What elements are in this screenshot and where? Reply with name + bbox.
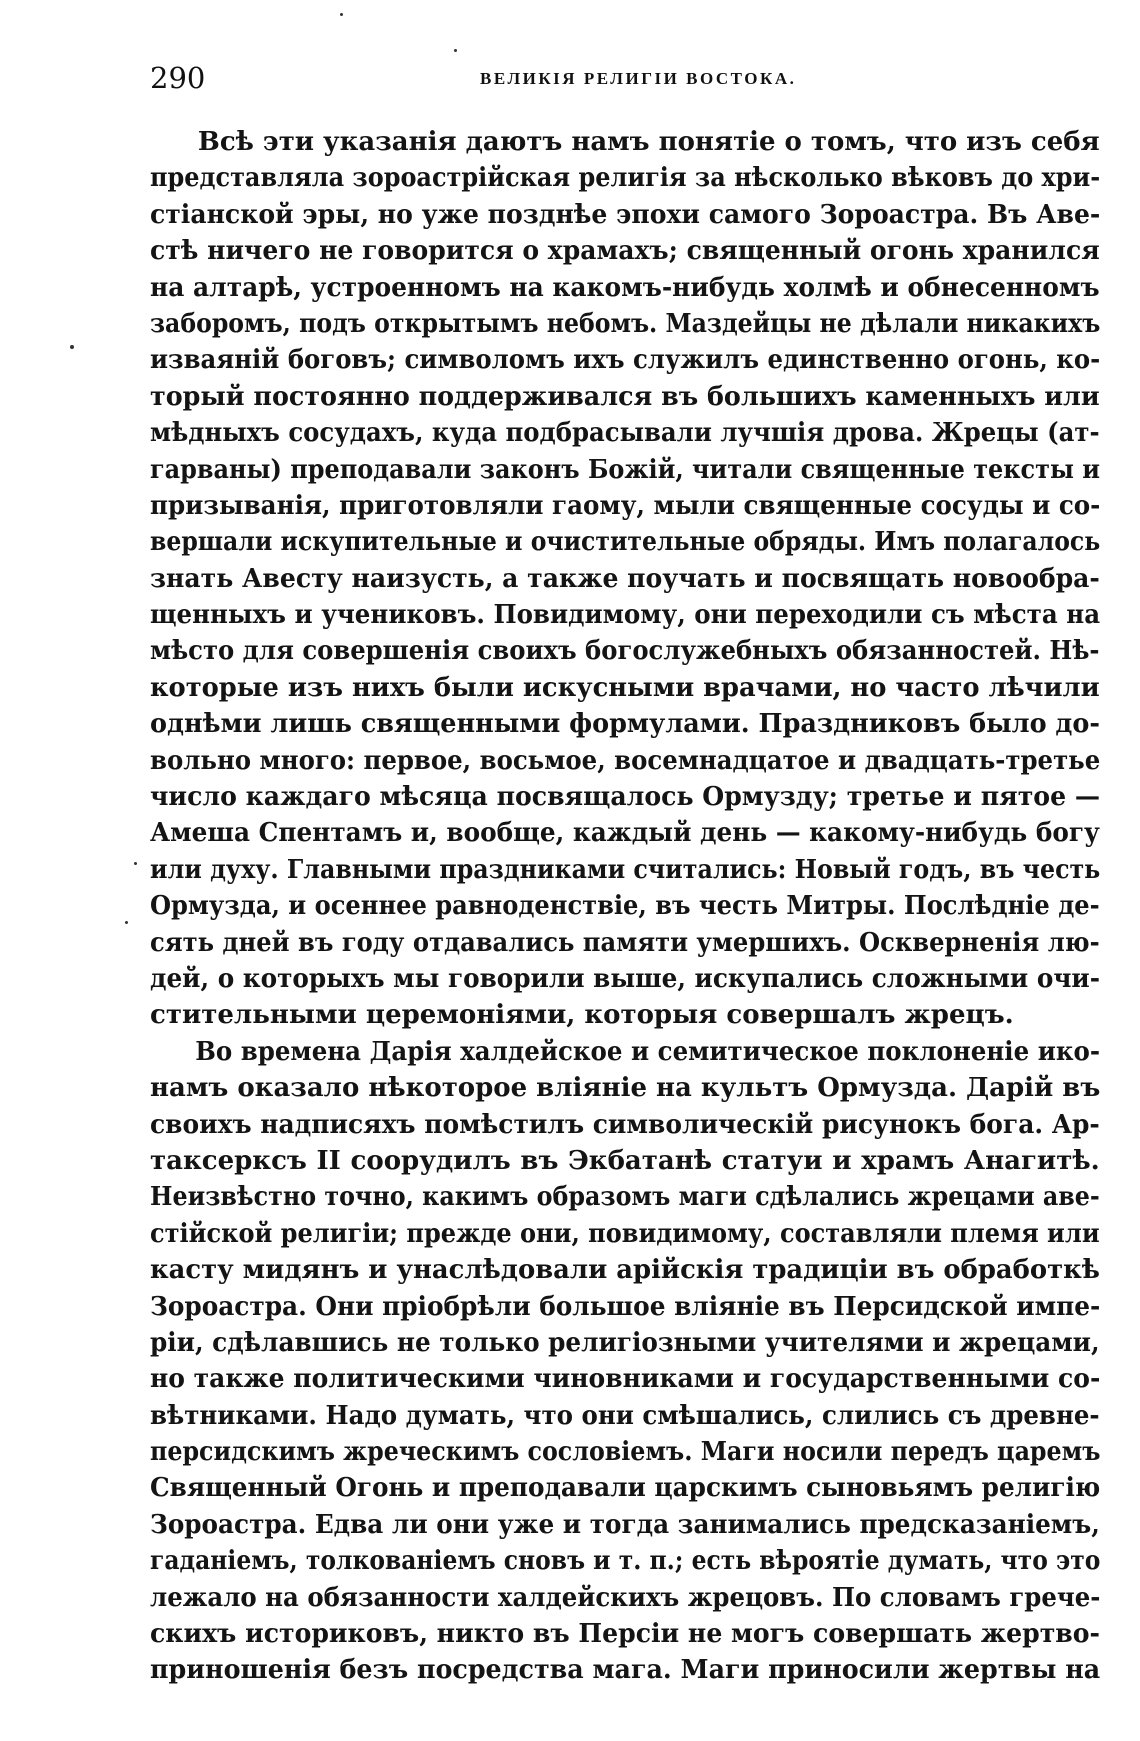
text-line: щенныхъ и учениковъ. Повидимому, они переходили съ мѣста на [150,600,1101,631]
text-line: стійской религіи; прежде они, повидимому, составляли племя или [150,1218,1100,1249]
margin-speck [70,345,74,349]
text-line: однѣми лишь священными формулами. Праздниковъ было до- [150,709,1100,740]
page-number: 290 [150,61,206,95]
text-line: намъ оказало нѣкоторое вліяніе на культъ Ормузда. Дарій въ [150,1073,1101,1104]
text-line: которые изъ нихъ были искусными врачами, но часто лѣчили [150,672,1100,703]
text-line: знать Авесту наизусть, а также поучать и посвящать новообра- [150,563,1100,594]
text-line: мѣдныхъ сосудахъ, куда подбрасывали лучшія дрова. Жрецы (ат- [150,418,1100,449]
text-line: своихъ надписяхъ помѣстилъ символическій рисунокъ бога. Ар- [150,1109,1100,1140]
text-line: заборомъ, подъ открытымъ небомъ. Маздейцы не дѣлали никакихъ [150,308,1101,339]
text-line: касту мидянъ и унаслѣдовали арійскія традиціи въ обработкѣ [150,1255,1100,1286]
body-text [150,124,1100,1684]
text-line: дей, о которыхъ мы говорили выше, искупались сложными очи- [150,963,1100,994]
paragraph-1-line: Всѣ эти указанія даютъ намъ понятіе о томъ, что изъ себя [197,127,1100,157]
text-line: стительными церемоніями, которыя совершалъ жрецъ. [150,1000,1014,1031]
text-line: вѣтниками. Надо думать, что они смѣшались, слились съ древне- [150,1400,1100,1431]
text-line: число каждаго мѣсяца посвящалось Ормузду; третье и пятое — [150,782,1100,813]
text-line: стѣ ничего не говорится о храмахъ; священный огонь хранился [150,236,1100,267]
text-line: Амеша Спентамъ и, вообще, каждый день — какому-нибудь богу [150,818,1100,849]
text-line: сять дней въ году отдавались памяти умершихъ. Оскверненія лю- [150,927,1100,958]
margin-speck [340,13,343,16]
text-line: Неизвѣстно точно, какимъ образомъ маги сдѣлались жрецами аве- [150,1182,1100,1213]
text-line: мѣсто для совершенія своихъ богослужебныхъ обязанностей. Нѣ- [150,636,1100,667]
text-line: скихъ историковъ, никто въ Персіи не могъ совершать жертво- [150,1619,1100,1650]
running-head [150,58,1110,98]
text-line: вольно много: первое, восьмое, восемнадцатое и двадцать-третье [150,745,1101,776]
text-line: на алтарѣ, устроенномъ на какомъ-нибудь холмѣ и обнесенномъ [150,272,1100,303]
text-line: гарваны) преподавали законъ Божій, читали священные тексты и [150,454,1101,485]
text-line: или духу. Главными праздниками считались: Новый годъ, въ честь [150,854,1101,885]
text-line: призыванія, приготовляли гаому, мыли священные сосуды и со- [150,490,1101,521]
margin-speck [125,921,128,924]
text-line: Зороастра. Они пріобрѣли большое вліяніе въ Персидской импе- [150,1291,1101,1322]
text-line: таксерксъ II соорудилъ въ Экбатанѣ статуи и храмъ Анагитѣ. [150,1145,1100,1176]
text-line: Зороастра. Едва ли они уже и тогда занимались предсказаніемъ, [150,1509,1100,1540]
margin-speck [454,49,457,52]
text-line: лежало на обязанности халдейскихъ жрецовъ. По словамъ грече- [150,1582,1101,1613]
text-line: представляла зороастрійская религія за нѣсколько вѣковъ до хри- [150,163,1101,194]
paragraph-2-line: Во времена Дарія халдейское и семитическое поклоненіе ико- [195,1036,1101,1067]
text-line: стіанской эры, но уже позднѣе эпохи самого Зороастра. Въ Аве- [150,199,1101,230]
text-line: ріи, сдѣлавшись не только религіозными учителями и жрецами, [150,1327,1100,1358]
text-line: Ормузда, и осеннее равноденствіе, въ честь Митры. Послѣдніе де- [150,891,1100,922]
text-line: но также политическими чиновниками и государственными со- [150,1364,1101,1395]
text-line: гаданіемъ, толкованіемъ сновъ и т. п.; есть вѣроятіе думать, что это [150,1546,1101,1577]
text-line: приношенія безъ посредства мага. Маги приносили жертвы на [150,1655,1101,1686]
running-title: ВЕЛИКІЯ РЕЛИГІИ ВОСТОКА. [480,69,797,88]
text-line: торый постоянно поддерживался въ большихъ каменныхъ или [150,381,1100,412]
text-line: Священный Огонь и преподавали царскимъ сыновьямъ религію [150,1473,1101,1504]
text-line: изваяній боговъ; символомъ ихъ служилъ единственно огонь, ко- [150,345,1101,376]
margin-speck [134,862,137,865]
text-line: вершали искупительные и очистительные обряды. Имъ полагалось [150,527,1101,558]
text-line: персидскимъ жреческимъ сословіемъ. Маги носили передъ царемъ [150,1437,1101,1468]
